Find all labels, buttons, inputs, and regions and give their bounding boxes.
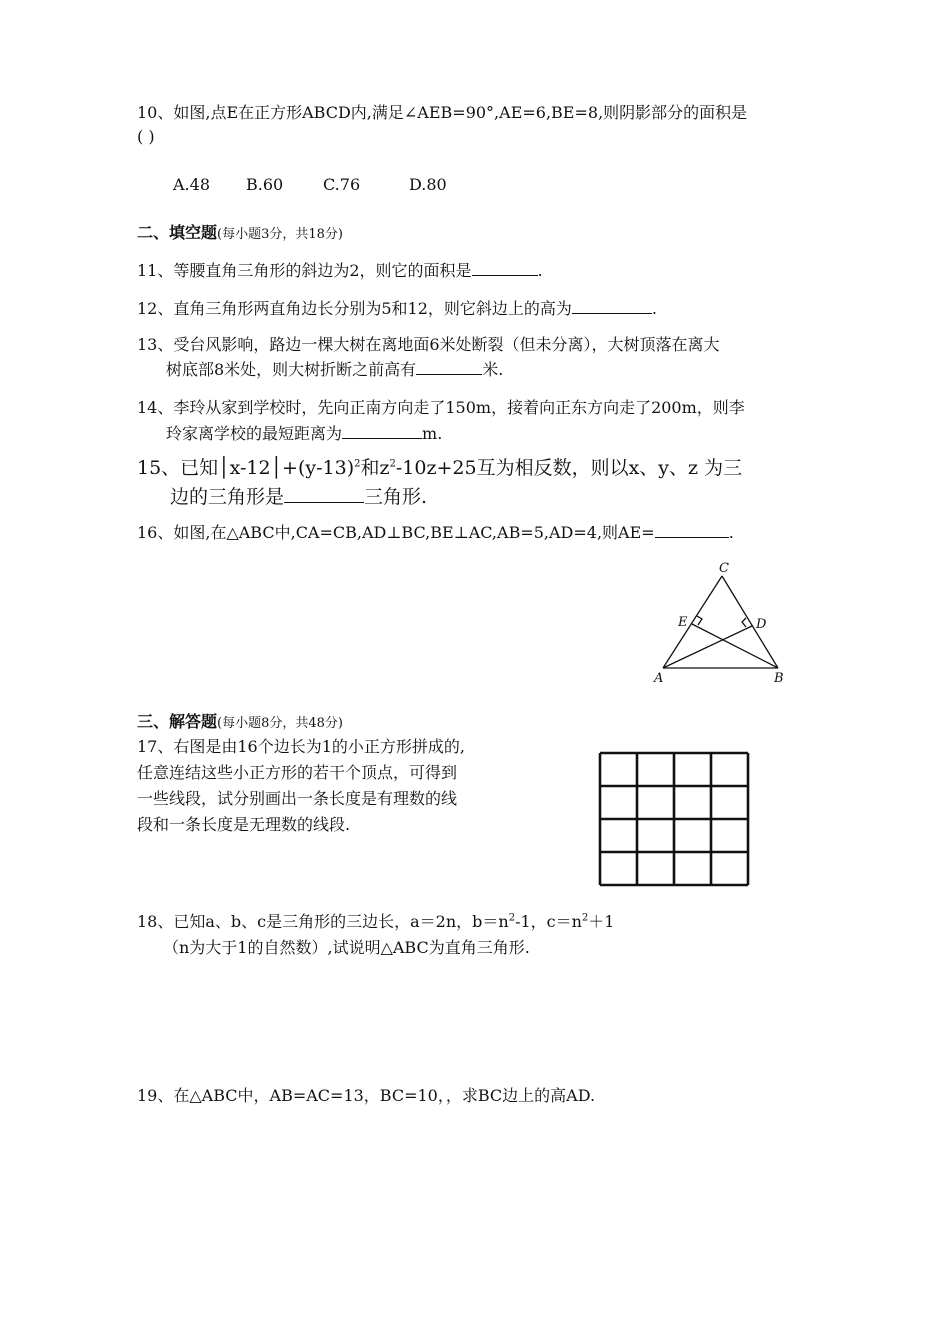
q17-line4: 段和一条长度是无理数的线段. (137, 815, 351, 834)
vertex-label-b: B (774, 671, 784, 686)
q10-line1: 10、如图,点E在正方形ABCD内,满足∠AEB=90°,AE=6,BE=8,则阴影部分的面积是 (137, 103, 748, 122)
q16-tail: . (728, 523, 734, 542)
q11 (137, 259, 543, 282)
q10-option-a: A.48 (173, 175, 210, 194)
q15-text: 边的三角形是 (170, 486, 285, 508)
q10-answer-paren: ( ) (137, 127, 155, 146)
section2-heading (137, 222, 343, 246)
q18-exp1: 2 (508, 912, 516, 924)
q17-line1: 17、右图是由16个边长为1的小正方形拼成的, (137, 737, 465, 756)
q14-text: 玲家离学校的最短距离为 (166, 424, 343, 443)
q15-tail: 三角形. (364, 486, 428, 508)
q12-blank (572, 297, 652, 314)
q14-line2 (166, 422, 442, 445)
q13-tail: 米. (482, 360, 504, 379)
q14-tail: m. (422, 424, 443, 443)
q11-text: 11、等腰直角三角形的斜边为2，则它的面积是 (137, 261, 472, 280)
section2-title: 二、填空题 (137, 223, 218, 242)
q12-tail: . (651, 299, 657, 318)
q10-option-b: B.60 (246, 175, 284, 194)
q13-line2 (166, 358, 503, 381)
q13-text: 树底部8米处，则大树折断之前高有 (166, 360, 417, 379)
q14-line1: 14、李玲从家到学校时，先向正南方向走了150m，接着向正东方向走了200m，则李 (137, 398, 745, 417)
q16-blank (655, 521, 729, 538)
section3-heading (137, 711, 343, 735)
vertex-label-a: A (654, 671, 664, 686)
q10-option-c: C.76 (323, 175, 361, 194)
section3-note: (每小题8分，共48分) (217, 716, 343, 731)
q15-line2 (170, 483, 427, 510)
q13-line1: 13、受台风影响，路边一棵大树在离地面6米处断裂（但未分离），大树顶落在离大 (137, 335, 720, 354)
q19-text: 19、在△ABC中，AB=AC=13，BC=10，，求BC边上的高AD. (137, 1086, 596, 1105)
vertex-label-e: E (678, 615, 688, 630)
q18-line1 (137, 911, 614, 933)
q11-tail: . (537, 261, 543, 280)
square-grid-figure (598, 751, 750, 887)
vertex-label-d: D (756, 617, 767, 632)
q16-text: 16、如图,在△ABC中,CA=CB,AD⊥BC,BE⊥AC,AB=5,AD=4,则AE= (137, 523, 655, 542)
q17-line3: 一些线段，试分别画出一条长度是有理数的线 (137, 789, 458, 808)
q18-line2: （n为大于1的自然数）,试说明△ABC为直角三角形. (163, 938, 530, 957)
q15-part3: -10z+25互为相反数，则以x、y、z 为三 (395, 457, 743, 479)
q12-text: 12、直角三角形两直角边长分别为5和12，则它斜边上的高为 (137, 299, 572, 318)
q15-exp1: 2 (354, 458, 361, 470)
q18-part1: 18、已知a、b、c是三角形的三边长，a＝2n，b＝n (137, 912, 509, 931)
section3-title: 三、解答题 (137, 712, 218, 731)
section2-note: (每小题3分，共18分) (217, 227, 343, 242)
q13-blank (416, 358, 482, 375)
q15-part2: 和z (360, 457, 390, 479)
q18-exp2: 2 (581, 912, 589, 924)
q14-blank (342, 422, 422, 439)
q10-option-d: D.80 (409, 175, 447, 194)
q15-line1 (137, 455, 742, 481)
triangle-figure (645, 558, 795, 688)
q17-line2: 任意连结这些小正方形的若干个顶点，可得到 (137, 763, 458, 782)
q15-blank (284, 483, 364, 503)
q11-blank (472, 259, 538, 276)
q15-part1: 15、已知│x-12│+(y-13) (137, 457, 355, 479)
vertex-label-c: C (719, 561, 729, 576)
q12 (137, 297, 657, 320)
q18-part3: ＋1 (588, 912, 615, 931)
right-angle-mark-e (697, 616, 702, 625)
q16 (137, 521, 734, 544)
right-angle-mark-d (742, 618, 746, 627)
q15-exp2: 2 (389, 458, 396, 470)
q18-part2: -1，c＝n (515, 912, 582, 931)
